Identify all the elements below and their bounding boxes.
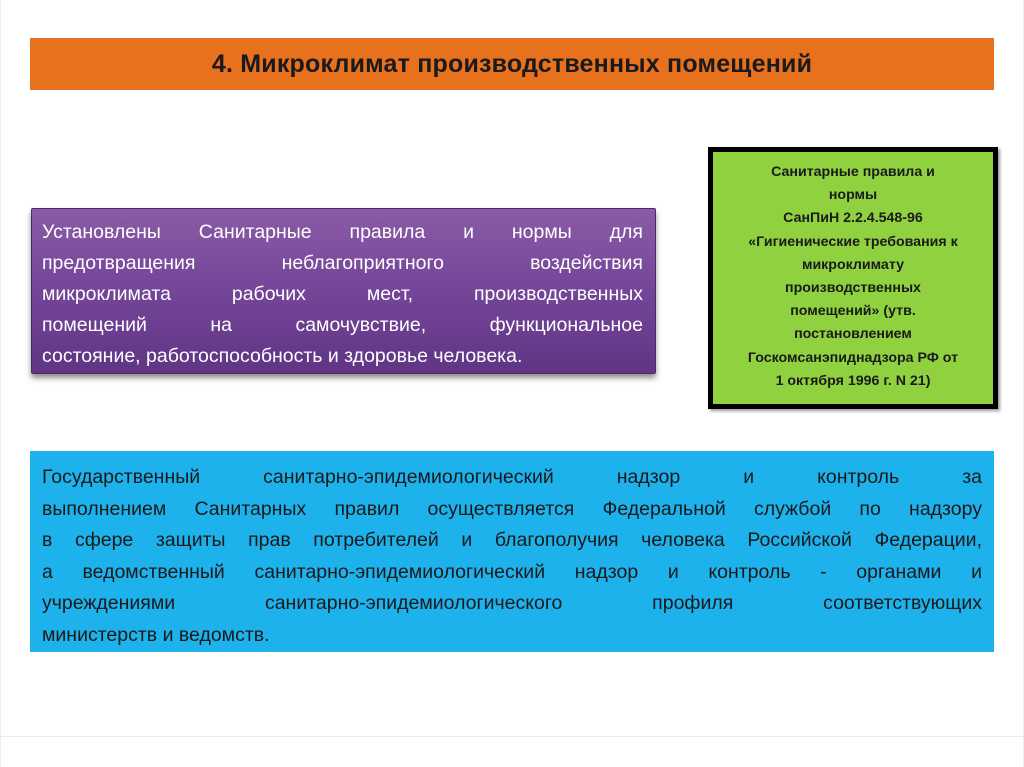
green-line: Госкомсанэпиднадзора РФ от — [747, 349, 959, 366]
purple-line: Установлены Санитарные правила и нормы для — [42, 221, 643, 243]
green-line: 1 октября 1996 г. N 21) — [775, 372, 931, 389]
green-line: СанПиН 2.2.4.548-96 — [783, 210, 923, 227]
green-line: производственных — [785, 280, 921, 297]
blue-line: министерств и ведомств. — [42, 623, 270, 646]
purple-line: предотвращения неблагоприятного воздействия — [42, 252, 643, 274]
blue-line: учреждениями санитарно-эпидемиологического профиля соответствующих — [42, 592, 982, 614]
green-info-box — [708, 147, 998, 409]
green-line: Санитарные правила и — [771, 164, 935, 180]
green-line: постановлением — [794, 326, 912, 343]
blue-line: а ведомственный санитарно-эпидемиологический надзор и контроль - органами и — [42, 560, 982, 583]
blue-text-box — [30, 451, 994, 652]
blue-line: Государственный санитарно-эпидемиологический надзор и контроль за — [42, 466, 982, 488]
slide-title: 4. Микроклимат производственных помещений — [211, 49, 813, 78]
purple-line: помещений на самочувствие, функциональное — [42, 314, 643, 336]
green-line: микроклимату — [801, 256, 905, 273]
purple-text-box — [31, 208, 656, 374]
green-line: нормы — [828, 187, 878, 204]
frame-line-left — [0, 0, 1, 767]
title-bar — [30, 38, 994, 90]
purple-line: микроклимата рабочих мест, производственных — [42, 283, 643, 305]
purple-line: состояние, работоспособность и здоровье человека. — [42, 345, 523, 367]
blue-line: в сфере защиты прав потребителей и благополучия человека Российской Федерации, — [42, 529, 982, 551]
blue-line: выполнением Санитарных правил осуществляется Федеральной службой по надзору — [42, 497, 982, 520]
green-line: помещений» (утв. — [790, 303, 916, 320]
frame-line-bottom — [0, 736, 1024, 737]
green-line: «Гигиенические требования к — [748, 233, 958, 250]
